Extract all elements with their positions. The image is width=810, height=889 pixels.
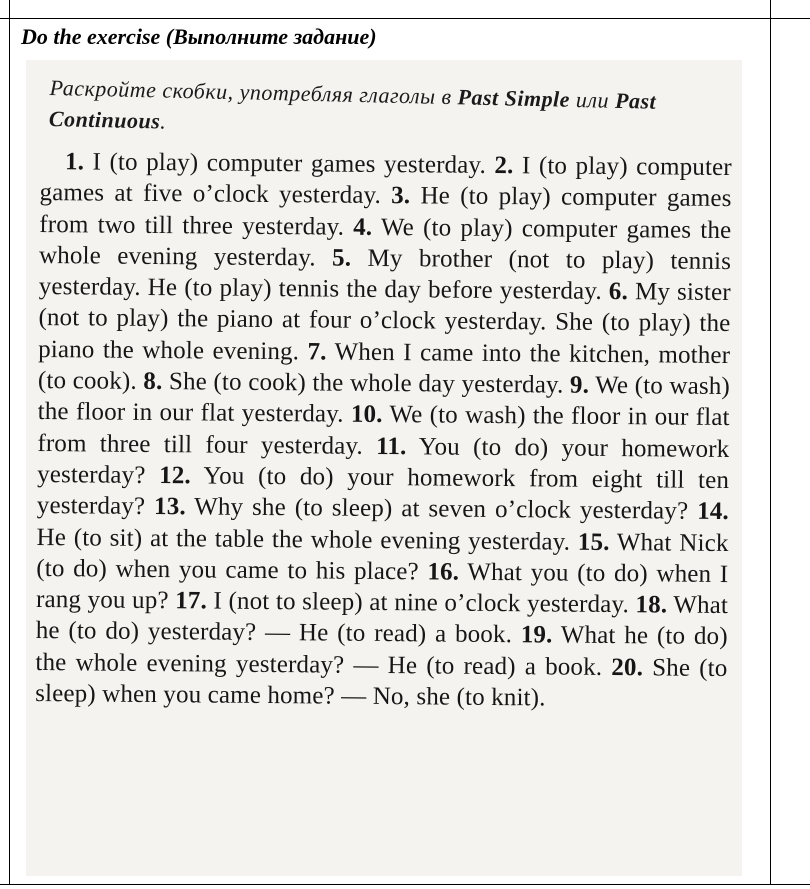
item-number: 16. — [427, 558, 460, 586]
exercise-item — [143, 368, 563, 399]
frame-rule — [770, 0, 771, 18]
instruction-text: Раскройте скобки, употребляя глаголы в — [49, 74, 458, 110]
item-number: 15. — [577, 528, 610, 556]
item-sentence: She (to sleep) when you came home? — No, she (to knit). — [35, 654, 728, 712]
item-sentence: We (to play) computer games the whole evening yesterday. — [38, 213, 732, 272]
item-sentence: My sister (not to play) the piano at four o’clock yesterday. She (to play) the piano the whole evening. — [38, 278, 731, 366]
item-number: 3. — [391, 182, 411, 210]
item-sentence: What you (to do) when I rang you up? — [35, 558, 729, 615]
frame-rule — [9, 0, 10, 18]
instruction-text: или — [569, 86, 616, 113]
instruction-term: Past Continuous — [48, 87, 657, 134]
item-sentence: What he (to do) the whole evening yesterday? — He (to read) a book. — [35, 621, 728, 681]
item-sentence: He (to play) computer games from two till three yesterday. — [39, 182, 732, 241]
frame-rule — [0, 18, 810, 19]
item-sentence: We (to wash) the floor in our flat yesterday. — [37, 371, 731, 429]
item-number: 9. — [569, 371, 590, 399]
item-sentence: When I came into the kitchen, mother (to cook). — [37, 338, 731, 395]
item-number: 2. — [494, 151, 514, 180]
item-number: 7. — [307, 338, 327, 366]
item-number: 11. — [376, 432, 407, 460]
item-number: 19. — [520, 621, 553, 649]
item-sentence: What Nick (to do) when you came to his place? — [36, 528, 729, 586]
item-number: 18. — [635, 591, 668, 619]
frame-rule — [770, 18, 771, 885]
item-sentence: She (to cook) the whole day yesterday. — [162, 368, 564, 399]
item-sentence: You (to do) your homework from eight till ten yesterday? — [36, 462, 730, 521]
item-number: 8. — [143, 367, 163, 396]
item-number: 20. — [611, 653, 644, 682]
exercise-item — [175, 587, 629, 618]
item-number: 12. — [159, 462, 191, 490]
item-number: 14. — [697, 498, 729, 526]
item-number: 6. — [608, 278, 629, 306]
item-number: 1. — [64, 148, 85, 176]
item-number: 13. — [153, 493, 186, 521]
item-number: 4. — [353, 213, 373, 241]
item-sentence: Why she (to sleep) at seven o’clock yesterday? — [185, 493, 689, 525]
item-sentence: What he (to do) yesterday? — He (to read) a book. — [35, 591, 729, 649]
frame-rule — [9, 18, 10, 885]
item-number: 17. — [175, 587, 208, 615]
item-number: 10. — [350, 401, 383, 429]
exercise-item — [65, 148, 486, 179]
item-sentence: You (to do) your homework yesterday? — [37, 432, 730, 489]
item-sentence: My brother (not to play) tennis yesterday. He (to play) tennis the day before yesterday. — [38, 244, 732, 306]
item-sentence: I (not to sleep) at nine o’clock yesterday. — [206, 587, 630, 619]
item-number: 5. — [331, 244, 352, 272]
instruction-text: . — [160, 108, 167, 134]
item-sentence: I (to play) computer games at five o’clock yesterday. — [39, 152, 732, 210]
exercise-text — [35, 146, 732, 715]
item-sentence: I (to play) computer games yesterday. — [83, 148, 487, 179]
item-sentence: We (to wash) the floor in our flat from three till four yesterday. — [37, 401, 730, 460]
exercise-item — [154, 493, 688, 525]
frame-rule — [0, 884, 810, 885]
instruction-term: Past Simple — [457, 84, 571, 112]
item-sentence: He (to sit) at the table the whole evening yesterday. — [36, 523, 571, 556]
page-heading: Do the exercise (Выполните задание) — [21, 24, 377, 49]
